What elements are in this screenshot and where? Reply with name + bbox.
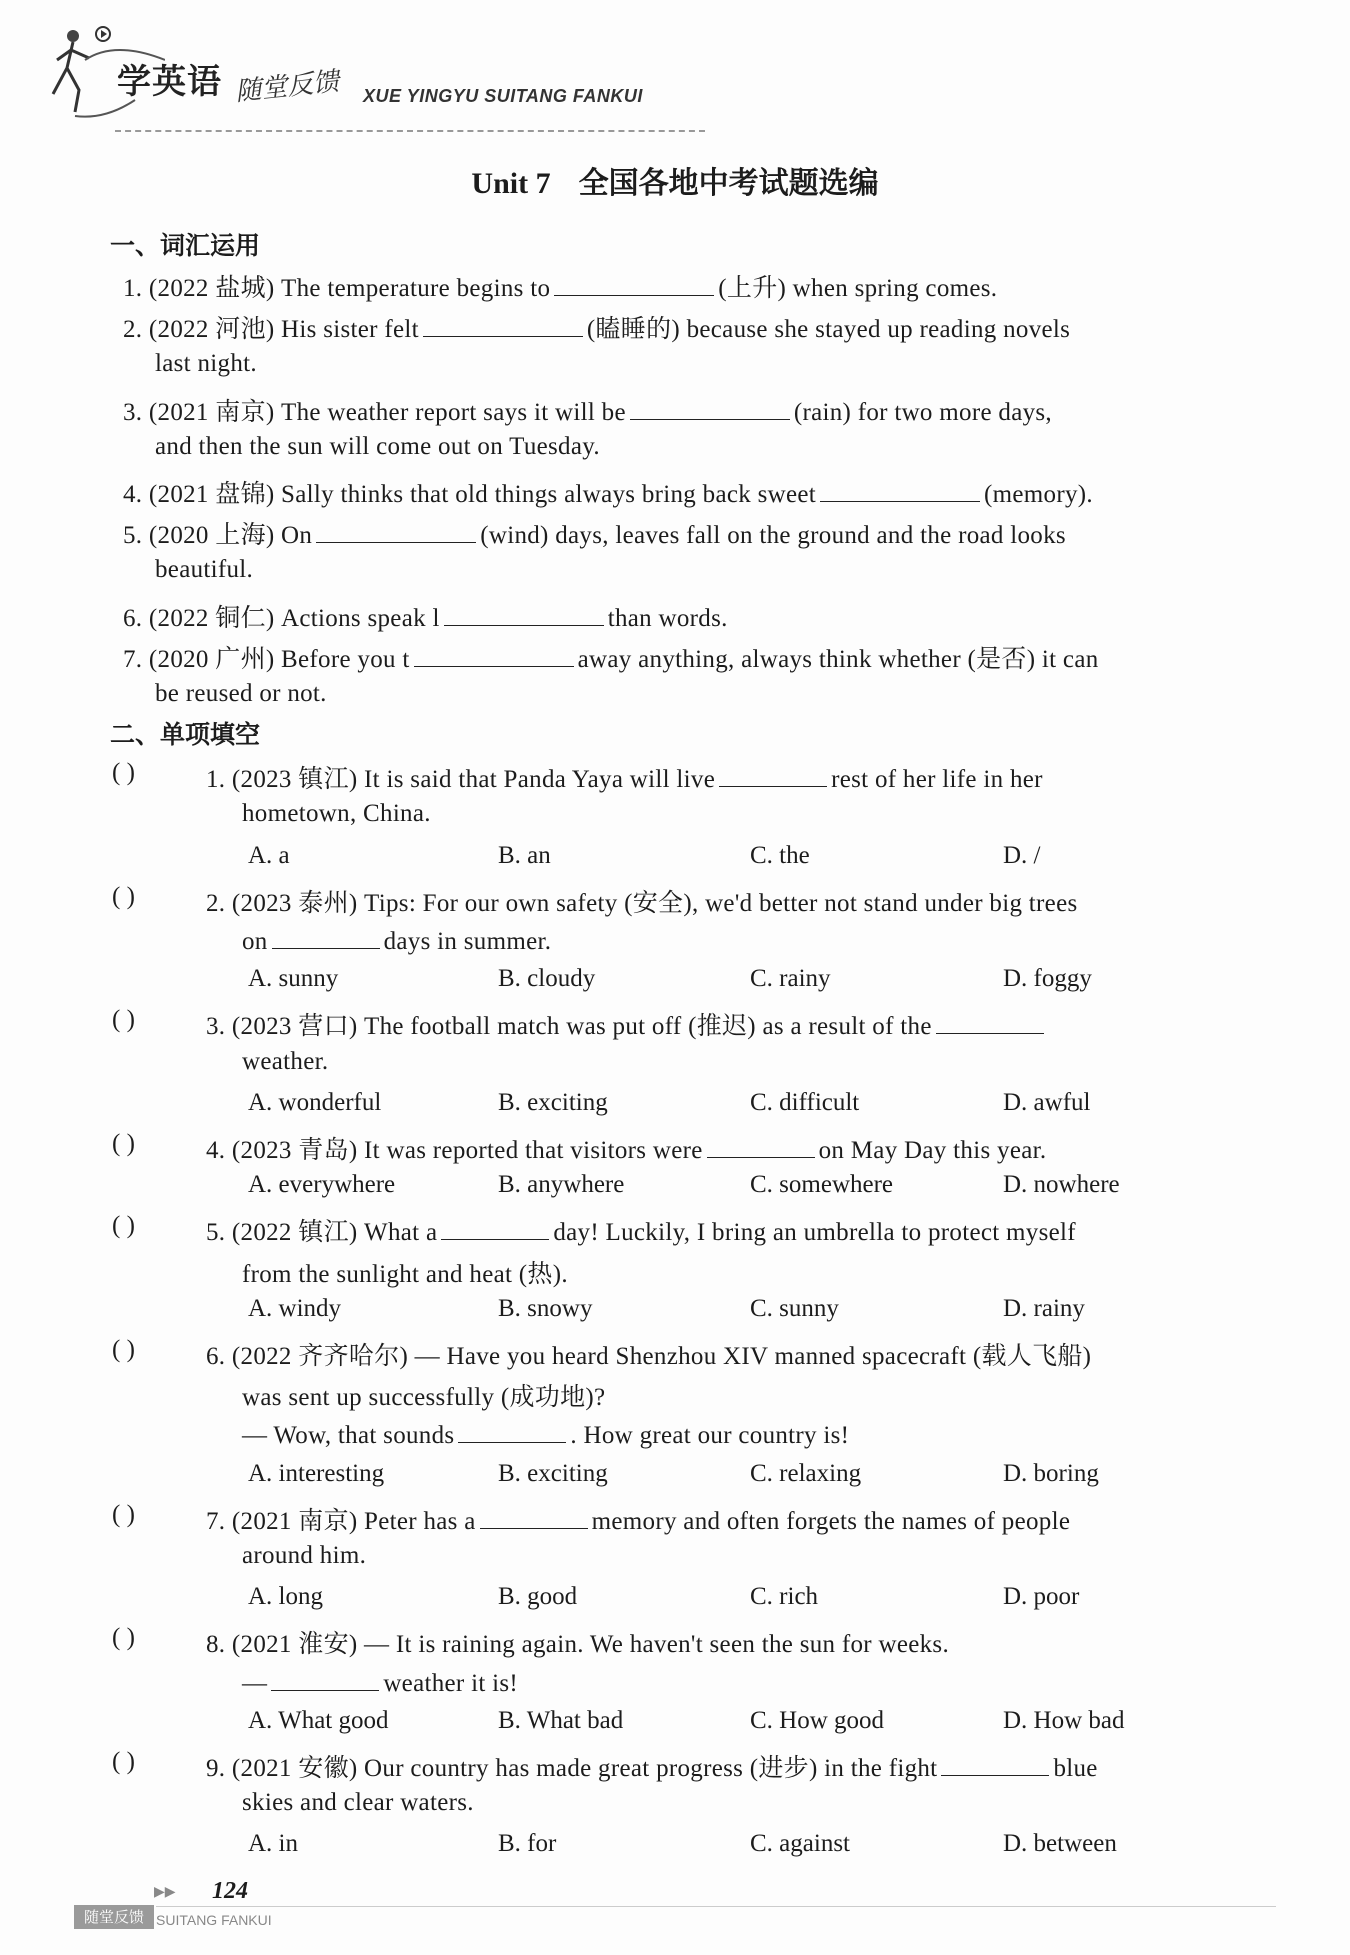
- answer-paren[interactable]: ( ): [112, 1748, 135, 1775]
- header-divider: [115, 130, 705, 132]
- line-text-before-blank: 9. (2021 安徽) Our country has made great progress (进步) in the fight: [206, 1755, 938, 1782]
- answer-option: D. between: [1003, 1830, 1117, 1858]
- question-line: [242, 1048, 328, 1076]
- question-line: [206, 883, 1078, 919]
- page-header: [45, 20, 685, 130]
- answer-blank[interactable]: [271, 1666, 379, 1691]
- line-text-after-blank: on May Day this year.: [818, 1137, 1047, 1164]
- question-line: [206, 1748, 1098, 1784]
- line-text: weather.: [242, 1047, 329, 1075]
- line-text-before-blank: 1. (2023 镇江) It is said that Panda Yaya will live: [206, 766, 716, 794]
- answer-option: A. in: [248, 1830, 298, 1858]
- vocab-line: [123, 309, 1070, 345]
- line-text-after-blank: than words.: [607, 604, 728, 632]
- unit-title: 全国各地中考试题选编: [578, 167, 879, 200]
- question-line: [206, 1212, 1076, 1248]
- line-text: 2. (2023 泰州) Tips: For our own safety (安全), we'd better not stand under big trees: [206, 889, 1078, 917]
- answer-blank[interactable]: [272, 924, 380, 949]
- line-text-before-blank: 4. (2021 盘锦) Sally thinks that old things always bring back sweet: [123, 481, 817, 508]
- line-text: 8. (2021 淮安) — It is raining again. We haven't seen the sun for weeks.: [206, 1631, 949, 1659]
- answer-blank[interactable]: [941, 1751, 1049, 1776]
- answer-option: B. for: [498, 1830, 557, 1858]
- unit-label: Unit 7: [471, 167, 551, 200]
- vocab-line: [123, 474, 1093, 510]
- question-line: [242, 1789, 474, 1817]
- line-text: be reused or not.: [155, 680, 327, 707]
- answer-option: D. /: [1003, 841, 1041, 869]
- line-text-before-blank: 3. (2021 南京) The weather report says it will be: [123, 398, 626, 426]
- answer-paren[interactable]: ( ): [112, 1006, 135, 1034]
- line-text: hometown, China.: [242, 800, 431, 828]
- answer-option: B. good: [498, 1583, 578, 1611]
- answer-paren[interactable]: ( ): [112, 1500, 135, 1528]
- answer-blank[interactable]: [458, 1418, 566, 1443]
- answer-paren[interactable]: ( ): [112, 1336, 135, 1363]
- answer-option: C. against: [750, 1830, 850, 1858]
- section-heading-vocabulary: 一、词汇运用: [110, 231, 261, 260]
- answer-blank[interactable]: [414, 642, 574, 667]
- answer-paren[interactable]: ( ): [112, 759, 135, 787]
- footer-subtitle: SUITANG FANKUI: [156, 1912, 272, 1928]
- vocab-line: [123, 515, 1066, 551]
- question-line: [242, 1666, 518, 1698]
- line-text-after-blank: days in summer.: [383, 928, 552, 955]
- line-text-before-blank: 5. (2022 镇江) What a: [206, 1219, 438, 1247]
- answer-option: D. foggy: [1003, 965, 1092, 993]
- logo-text-cn: 学英语: [117, 62, 222, 102]
- line-text-before-blank: 7. (2020 广州) Before you t: [123, 645, 410, 673]
- line-text-after-blank: . How great our country is!: [570, 1422, 850, 1450]
- line-text-after-blank: (瞌睡的) because she stayed up reading novels: [586, 316, 1071, 344]
- answer-blank[interactable]: [707, 1133, 815, 1158]
- answer-blank[interactable]: [480, 1504, 588, 1529]
- answer-option: D. poor: [1003, 1583, 1080, 1611]
- page-title: [0, 158, 1350, 202]
- answer-option: A. everywhere: [248, 1171, 396, 1199]
- line-text-before-blank: 1. (2022 盐城) The temperature begins to: [123, 275, 551, 302]
- line-text-after-blank: (wind) days, leaves fall on the ground and the road looks: [480, 522, 1066, 550]
- answer-option: C. sunny: [750, 1294, 839, 1322]
- answer-option: A. sunny: [248, 965, 339, 993]
- question-line: [242, 924, 551, 956]
- question-line: [242, 800, 431, 828]
- question-line: [206, 1130, 1046, 1166]
- question-line: [242, 1254, 568, 1290]
- answer-blank[interactable]: [444, 601, 604, 626]
- line-text: skies and clear waters.: [242, 1789, 474, 1817]
- vocab-line: [123, 598, 728, 634]
- line-text: beautiful.: [155, 556, 254, 584]
- answer-blank[interactable]: [820, 477, 980, 502]
- answer-option: B. What bad: [498, 1706, 624, 1734]
- question-line: [206, 1006, 1048, 1042]
- line-text-after-blank: day! Luckily, I bring an umbrella to protect myself: [553, 1219, 1076, 1247]
- line-text-after-blank: (rain) for two more days,: [793, 398, 1052, 426]
- vocab-line: [123, 268, 997, 304]
- answer-option: B. snowy: [498, 1294, 593, 1322]
- answer-option: A. windy: [248, 1294, 342, 1322]
- answer-option: C. How good: [750, 1706, 885, 1734]
- answer-option: D. boring: [1003, 1459, 1099, 1487]
- answer-option: A. What good: [248, 1706, 389, 1734]
- answer-option: C. the: [750, 841, 810, 869]
- vocab-line: [123, 392, 1052, 428]
- answer-option: D. nowhere: [1003, 1171, 1120, 1199]
- answer-blank[interactable]: [441, 1215, 549, 1240]
- answer-option: C. rainy: [750, 965, 831, 993]
- vocab-line: [155, 680, 327, 708]
- line-text-before-blank: 3. (2023 营口) The football match was put off (推迟) as a result of the: [206, 1013, 932, 1041]
- logo-text-cn-sub: 随堂反馈: [233, 66, 341, 108]
- line-text: was sent up successfully (成功地)?: [242, 1384, 606, 1412]
- footer-arrows-icon: ▶▶: [154, 1885, 176, 1900]
- answer-option: A. long: [248, 1583, 323, 1611]
- answer-blank[interactable]: [423, 312, 583, 337]
- answer-option: D. How bad: [1003, 1706, 1125, 1734]
- question-line: [206, 1624, 949, 1660]
- line-text-before-blank: — Wow, that sounds: [242, 1422, 455, 1450]
- answer-paren[interactable]: ( ): [112, 1624, 135, 1652]
- line-text: from the sunlight and heat (热).: [242, 1260, 568, 1288]
- line-text-before-blank: 2. (2022 河池) His sister felt: [123, 316, 419, 344]
- vocab-line: [155, 433, 600, 461]
- answer-option: B. cloudy: [498, 965, 596, 993]
- answer-option: C. relaxing: [750, 1459, 862, 1487]
- answer-option: B. anywhere: [498, 1171, 625, 1199]
- vocab-line: [155, 350, 257, 378]
- line-text: and then the sun will come out on Tuesday.: [155, 432, 600, 460]
- vocab-line: [123, 639, 1099, 675]
- answer-option: B. exciting: [498, 1088, 608, 1116]
- section-heading-choice: 二、单项填空: [110, 720, 261, 750]
- answer-option: D. rainy: [1003, 1294, 1085, 1322]
- line-text-before-blank: 7. (2021 南京) Peter has a: [206, 1507, 476, 1535]
- answer-blank[interactable]: [630, 395, 790, 420]
- line-text-before-blank: 4. (2023 青岛) It was reported that visitors were: [206, 1137, 703, 1164]
- vocab-line: [155, 556, 253, 584]
- answer-blank[interactable]: [719, 762, 827, 787]
- footer-divider: [156, 1906, 1276, 1907]
- question-line: [206, 759, 1043, 795]
- line-text-after-blank: rest of her life in her: [831, 766, 1043, 794]
- answer-blank[interactable]: [936, 1009, 1044, 1034]
- question-line: [242, 1418, 849, 1450]
- line-text-after-blank: (上升) when spring comes.: [718, 275, 998, 302]
- line-text: around him.: [242, 1542, 367, 1569]
- answer-option: A. wonderful: [248, 1088, 382, 1116]
- line-text: last night.: [155, 350, 257, 378]
- answer-option: B. exciting: [498, 1459, 608, 1487]
- answer-paren[interactable]: ( ): [112, 1212, 135, 1240]
- page-number: 124: [212, 1878, 248, 1904]
- answer-option: B. an: [498, 841, 551, 869]
- answer-option: A. a: [248, 841, 290, 869]
- answer-option: A. interesting: [248, 1459, 385, 1487]
- logo-text-en: XUE YINGYU SUITANG FANKUI: [363, 86, 643, 106]
- line-text: 6. (2022 齐齐哈尔) — Have you heard Shenzhou XIV manned spacecraft (载人飞船): [206, 1343, 1092, 1370]
- line-text-after-blank: (memory).: [984, 481, 1093, 508]
- answer-option: D. awful: [1003, 1088, 1091, 1116]
- footer-tag: 随堂反馈: [74, 1905, 154, 1929]
- answer-paren[interactable]: ( ): [112, 882, 135, 910]
- question-line: [206, 1501, 1070, 1537]
- line-text-after-blank: away anything, always think whether (是否) it can: [577, 645, 1099, 673]
- answer-option: C. difficult: [750, 1088, 860, 1116]
- question-line: [242, 1377, 605, 1413]
- line-text-before-blank: 5. (2020 上海) On: [123, 522, 313, 550]
- line-text-after-blank: memory and often forgets the names of people: [591, 1507, 1071, 1535]
- answer-option: C. somewhere: [750, 1171, 894, 1199]
- answer-blank[interactable]: [554, 271, 714, 296]
- answer-blank[interactable]: [316, 518, 476, 543]
- question-line: [206, 1336, 1091, 1372]
- line-text-before-blank: —: [242, 1669, 268, 1697]
- answer-option: C. rich: [750, 1583, 819, 1611]
- line-text-after-blank: weather it is!: [383, 1669, 519, 1697]
- line-text-before-blank: on: [242, 928, 268, 955]
- line-text-after-blank: blue: [1053, 1755, 1098, 1782]
- question-line: [242, 1542, 366, 1570]
- answer-paren[interactable]: ( ): [112, 1130, 135, 1157]
- line-text-before-blank: 6. (2022 铜仁) Actions speak l: [123, 604, 440, 632]
